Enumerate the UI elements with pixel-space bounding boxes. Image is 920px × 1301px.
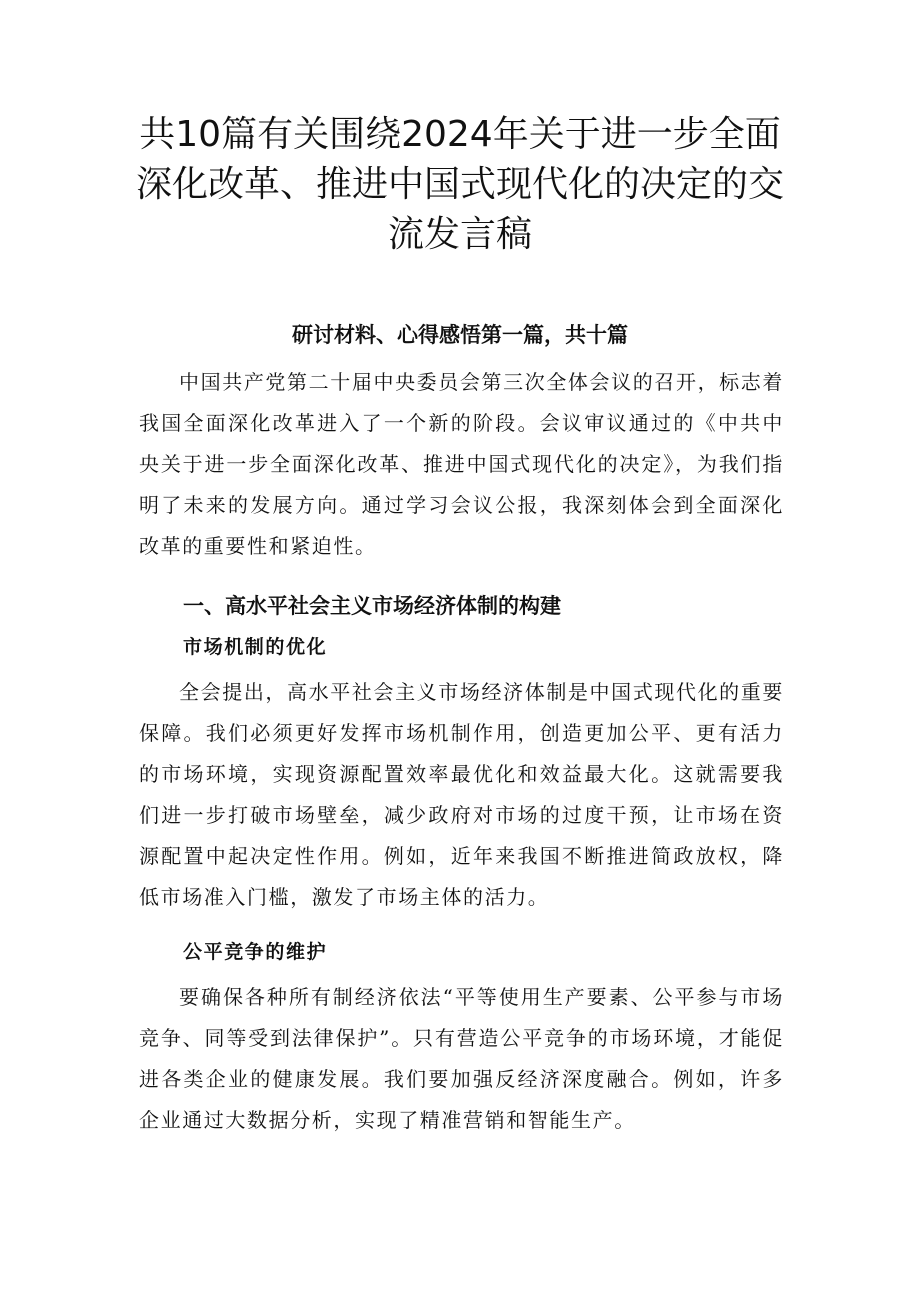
- document-title: [120, 110, 800, 260]
- subsection-2-heading: 公平竞争的维护: [183, 941, 328, 963]
- title-line-1: 共10篇有关围绕2024年关于进一步全面: [139, 114, 781, 155]
- subsection-1-heading: 市场机制的优化: [183, 636, 328, 658]
- section-1-heading: 一、高水平社会主义市场经济体制的构建: [183, 594, 561, 618]
- document-subtitle: 研讨材料、心得感悟第一篇，共十篇: [292, 323, 628, 347]
- title-line-2: 深化改革、推进中国式现代化的决定的交: [135, 164, 784, 205]
- title-line-3: 流发言稿: [387, 214, 532, 255]
- intro-paragraph: 中国共产党第二十届中央委员会第三次全体会议的召开，标志着我国全面深化改革进入了一个新的阶段。会议审议通过的《中共中央关于进一步全面深化改革、推进中国式现代化的决定》，为我们指明了未来的发展方向。通过学习会议公报，我深刻体会到全面深化改革的重要性和紧迫性。: [139, 370, 784, 558]
- subsection-2-paragraph: 要确保各种所有制经济依法“平等使用生产要素、公平参与市场竞争、同等受到法律保护”。只有营造公平竞争的市场环境，才能促进各类企业的健康发展。我们要加强反经济深度融合。例如，许多企业通过大数据分析，实现了精准营销和智能生产。: [139, 985, 784, 1132]
- subsection-1-paragraph: 全会提出，高水平社会主义市场经济体制是中国式现代化的重要保障。我们必须更好发挥市场机制作用，创造更加公平、更有活力的市场环境，实现资源配置效率最优化和效益最大化。这就需要我们进一步打破市场壁垒，减少政府对市场的过度干预，让市场在资源配置中起决定性作用。例如，近年来我国不断推进简政放权，降低市场准入门槛，激发了市场主体的活力。: [139, 680, 784, 909]
